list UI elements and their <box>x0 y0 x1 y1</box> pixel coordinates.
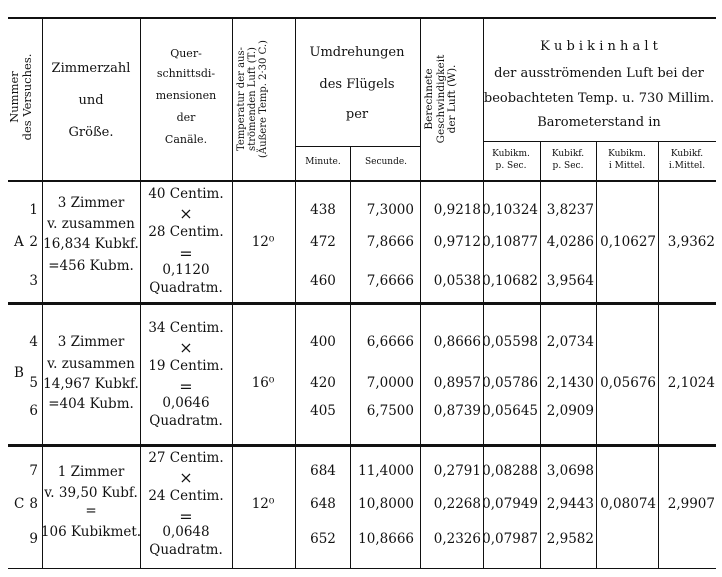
kubikm-mean: 0,08074 <box>600 496 656 512</box>
col-divider <box>350 146 351 568</box>
section-text: 24 Centim. <box>148 488 224 504</box>
kubikm-per-sec: 0,10682 <box>482 273 538 289</box>
col-divider <box>232 18 233 568</box>
col-divider <box>295 18 296 568</box>
kubikm-per-sec: 0,05645 <box>482 403 538 419</box>
section-text: Quadratm. <box>149 413 223 429</box>
header-section-4: der <box>176 111 196 124</box>
col-divider <box>420 18 421 568</box>
kubikf-per-sec: 2,0734 <box>546 334 594 350</box>
rooms-text: 14,967 Kubkf. <box>43 376 139 392</box>
rooms-text: v. 39,50 Kubf. <box>44 485 138 501</box>
kubikf-per-sec: 4,0286 <box>546 234 594 250</box>
rev-per-minute: 420 <box>310 375 336 391</box>
rev-per-second: 6,7500 <box>366 403 414 419</box>
section-text: 28 Centim. <box>148 224 224 240</box>
kubikf-mean: 3,9362 <box>667 234 715 250</box>
kubikf-per-sec: 2,9443 <box>546 496 594 512</box>
header-revolutions-2: des Flügels <box>319 77 395 92</box>
header-minute: Minute. <box>305 157 341 167</box>
header-section-3: mensionen <box>155 89 217 102</box>
header-kubikf-mittel-2: i.Mittel. <box>668 161 706 171</box>
air-speed: 0,8957 <box>433 375 481 391</box>
air-speed: 0,0538 <box>433 273 481 289</box>
header-kubikf-sec-1: Kubikf. <box>551 149 585 159</box>
kubikf-per-sec: 2,0909 <box>546 403 594 419</box>
col-divider <box>140 18 141 568</box>
kubikm-mean: 0,10627 <box>600 234 656 250</box>
rev-per-second: 7,3000 <box>366 202 414 218</box>
header-section-1: Quer- <box>170 47 202 60</box>
header-kubikf-mittel-1: Kubikf. <box>670 149 704 159</box>
air-speed: 0,8666 <box>433 334 481 350</box>
air-speed: 0,9712 <box>433 234 481 250</box>
kubikf-per-sec: 2,9582 <box>546 531 594 547</box>
col-divider <box>658 141 659 568</box>
section-text: Quadratm. <box>149 280 223 296</box>
section-text: 40 Centim. <box>148 186 224 202</box>
kubikm-per-sec: 0,10324 <box>482 202 538 218</box>
temperature-cell: 12⁰ <box>251 234 275 250</box>
temperature-cell: 16⁰ <box>251 375 275 391</box>
header-speed: Berechnete Geschwindigkeit der Luft (W). <box>423 54 459 144</box>
rev-per-minute: 652 <box>310 531 336 547</box>
row-number: 2 <box>29 234 38 250</box>
air-speed: 0,2268 <box>433 496 481 512</box>
section-text: = <box>179 507 193 526</box>
header-revolutions-3: per <box>345 107 369 122</box>
rooms-text: 16,834 Kubkf. <box>43 236 139 252</box>
header-kubikm-sec-2: p. Sec. <box>495 161 527 171</box>
kubikm-per-sec: 0,07987 <box>482 531 538 547</box>
kubikf-mean: 2,9907 <box>667 496 715 512</box>
rev-per-second: 10,8666 <box>358 531 414 547</box>
rooms-text: v. zusammen <box>47 356 135 372</box>
rev-per-minute: 460 <box>310 273 336 289</box>
kubikm-per-sec: 0,10877 <box>482 234 538 250</box>
rev-per-second: 7,8666 <box>366 234 414 250</box>
header-kubikm-mittel-2: i Mittel. <box>608 161 646 171</box>
top-rule <box>8 17 716 19</box>
row-number: 1 <box>29 202 38 218</box>
rev-per-minute: 400 <box>310 334 336 350</box>
rev-per-second: 6,6666 <box>366 334 414 350</box>
header-rooms-1: Zimmerzahl <box>51 61 131 76</box>
header-number: Nummer des Versuches. <box>7 53 34 141</box>
kubikm-per-sec: 0,05786 <box>482 375 538 391</box>
header-rule <box>8 180 716 182</box>
section-text: 0,0646 <box>162 395 210 411</box>
header-rooms-2: und <box>78 93 104 108</box>
section-text: Quadratm. <box>149 542 223 558</box>
air-speed: 0,8739 <box>433 403 481 419</box>
rev-per-second: 11,4000 <box>358 463 414 479</box>
kubikf-per-sec: 3,8237 <box>546 202 594 218</box>
air-speed: 0,9218 <box>433 202 481 218</box>
rooms-text: =456 Kubm. <box>48 258 134 274</box>
row-number: 3 <box>29 273 38 289</box>
sub-header-rule <box>296 146 420 147</box>
section-text: × <box>179 338 193 357</box>
header-revolutions-1: Umdrehungen <box>309 45 405 60</box>
header-second: Secunde. <box>364 157 408 167</box>
kubikf-per-sec: 3,0698 <box>546 463 594 479</box>
rooms-text: 3 Zimmer <box>57 334 125 350</box>
rooms-text: =404 Kubm. <box>48 396 134 412</box>
row-number: 8 <box>29 496 38 512</box>
group-rule-1 <box>8 302 716 305</box>
section-text: = <box>179 244 193 263</box>
group-letter: B <box>14 365 24 381</box>
col-divider <box>596 141 597 568</box>
header-volume-3: beobachteten Temp. u. 730 Millim. <box>483 91 715 106</box>
group-letter: A <box>14 234 24 250</box>
section-text: = <box>179 377 193 396</box>
section-text: 27 Centim. <box>148 450 224 466</box>
header-rooms-3: Größe. <box>68 125 114 140</box>
rooms-text: 1 Zimmer <box>57 464 125 480</box>
section-text: × <box>179 468 193 487</box>
row-number: 9 <box>29 531 38 547</box>
header-volume-4: Barometerstand in <box>537 115 661 130</box>
header-kubikf-sec-2: p. Sec. <box>552 161 584 171</box>
rev-per-minute: 648 <box>310 496 336 512</box>
kubikf-mean: 2,1024 <box>667 375 715 391</box>
kubikm-per-sec: 0,08288 <box>482 463 538 479</box>
section-text: 19 Centim. <box>148 358 224 374</box>
header-temperature: Temperatur der aus- strömenden Luft (T.) (Äußere Temp. 2·30 C.) <box>236 40 269 158</box>
col-divider <box>540 141 541 568</box>
kubikm-mean: 0,05676 <box>600 375 656 391</box>
rev-per-minute: 684 <box>310 463 336 479</box>
section-text: 0,0648 <box>162 524 210 540</box>
header-volume-2: der ausströmenden Luft bei der <box>494 66 704 81</box>
rooms-text: 106 Kubikmet. <box>40 524 142 540</box>
air-speed: 0,2791 <box>433 463 481 479</box>
kubikf-per-sec: 2,1430 <box>546 375 594 391</box>
bottom-rule <box>8 568 716 569</box>
kubikm-per-sec: 0,05598 <box>482 334 538 350</box>
rev-per-second: 7,0000 <box>366 375 414 391</box>
header-volume-1: K u b i k i n h a l t <box>540 39 658 54</box>
col-divider <box>42 18 43 568</box>
rev-per-minute: 472 <box>310 234 336 250</box>
rev-per-minute: 438 <box>310 202 336 218</box>
row-number: 7 <box>29 463 38 479</box>
rooms-text: 3 Zimmer <box>57 195 125 211</box>
row-number: 6 <box>29 403 38 419</box>
group-letter: C <box>14 496 25 512</box>
section-text: 34 Centim. <box>148 320 224 336</box>
sub-header-rule-volume <box>483 141 716 142</box>
rev-per-second: 10,8000 <box>358 496 414 512</box>
temperature-cell: 12⁰ <box>251 496 275 512</box>
header-section-2: schnittsdi- <box>156 67 216 80</box>
header-kubikm-mittel-1: Kubikm. <box>608 149 646 159</box>
air-speed: 0,2326 <box>433 531 481 547</box>
rooms-text: v. zusammen <box>47 216 135 232</box>
section-text: 0,1120 <box>162 262 210 278</box>
row-number: 5 <box>29 375 38 391</box>
section-text: × <box>179 204 193 223</box>
header-kubikm-sec-1: Kubikm. <box>492 149 530 159</box>
rev-per-minute: 405 <box>310 403 336 419</box>
group-rule-2 <box>8 444 716 447</box>
kubikm-per-sec: 0,07949 <box>482 496 538 512</box>
header-section-5: Canäle. <box>164 133 208 146</box>
row-number: 4 <box>29 334 38 350</box>
kubikf-per-sec: 3,9564 <box>546 273 594 289</box>
rooms-text: = <box>85 503 97 519</box>
rev-per-second: 7,6666 <box>366 273 414 289</box>
